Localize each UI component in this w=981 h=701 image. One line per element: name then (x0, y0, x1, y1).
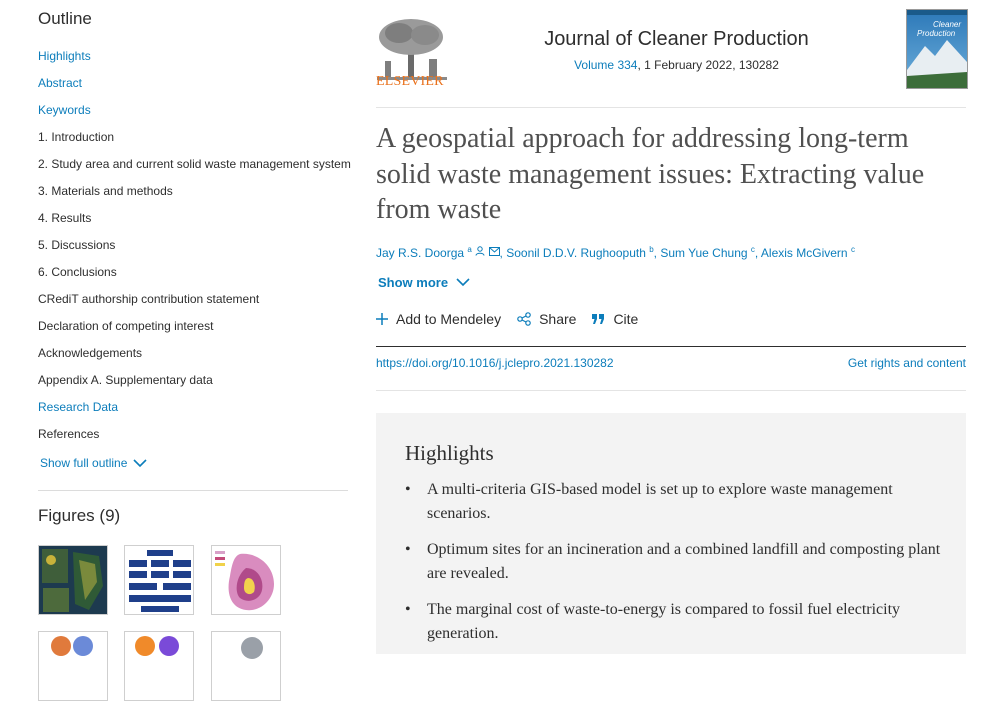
outline-item-highlights[interactable]: Highlights (38, 49, 91, 63)
figure-thumbnail-5[interactable] (124, 631, 194, 701)
bullet-icon: • (405, 541, 411, 558)
quote-icon (592, 314, 605, 325)
outline-item-conclusions[interactable]: 6. Conclusions (38, 265, 117, 279)
cover-text-line1: Cleaner (933, 20, 962, 29)
author-link[interactable]: Alexis McGivern (760, 246, 848, 260)
figure-thumbnail-4[interactable] (38, 631, 108, 701)
highlight-text: The marginal cost of waste-to-energy is compared to fossil fuel electricity generation. (427, 601, 901, 642)
show-more-label: Show more (378, 275, 449, 290)
cite-label: Cite (613, 311, 639, 327)
show-full-outline-label: Show full outline (40, 456, 128, 470)
highlights-list (405, 478, 945, 658)
bullet-icon: • (405, 481, 411, 498)
affiliation-superscript[interactable]: b (649, 245, 654, 254)
article-actions (376, 311, 654, 327)
highlight-item (405, 538, 945, 585)
outline-item-study-area[interactable]: 2. Study area and current solid waste management system (38, 157, 351, 171)
add-to-mendeley-label: Add to Mendeley (396, 311, 502, 327)
highlights-section (376, 413, 966, 654)
journal-title[interactable]: Journal of Cleaner Production (544, 28, 809, 50)
figure-thumbnail-2[interactable] (124, 545, 194, 615)
elsevier-wordmark: ELSEVIER (376, 74, 444, 89)
outline-item-introduction[interactable]: 1. Introduction (38, 130, 115, 144)
author-link[interactable]: Sum Yue Chung (660, 246, 748, 260)
bullet-icon: • (405, 601, 411, 618)
outline-item-acknowledgements[interactable]: Acknowledgements (38, 346, 143, 360)
island-map-image (212, 546, 281, 615)
doi-link[interactable]: https://doi.org/10.1016/j.jclepro.2021.130282 (376, 356, 614, 370)
highlight-item (405, 478, 945, 525)
figure-thumbnail-6[interactable] (211, 631, 281, 701)
show-more-button[interactable] (378, 275, 470, 290)
outline-item-materials-methods[interactable]: 3. Materials and methods (38, 184, 173, 198)
figure-thumbnail-3[interactable] (211, 545, 281, 615)
outline-list (38, 46, 351, 451)
chevron-down-icon (133, 459, 147, 468)
doi-divider-bottom (376, 390, 966, 391)
cite-button[interactable] (592, 311, 638, 327)
affiliation-superscript[interactable]: c (850, 245, 855, 254)
journal-issue-info (490, 58, 863, 72)
email-icon[interactable] (489, 247, 500, 256)
author-list (376, 245, 855, 260)
plus-icon (376, 313, 388, 325)
outline-item-research-data[interactable]: Research Data (38, 400, 119, 414)
highlight-text: Optimum sites for an incineration and a combined landfill and composting plant are revealed. (427, 541, 941, 582)
outline-item-abstract[interactable]: Abstract (38, 76, 83, 90)
rights-link[interactable]: Get rights and content (847, 356, 966, 370)
chevron-down-icon (456, 278, 470, 287)
doi-divider-top (376, 346, 966, 347)
author-separator: , (754, 246, 759, 260)
outline-item-discussions[interactable]: 5. Discussions (38, 238, 116, 252)
header-divider (376, 107, 966, 108)
figure-thumbnail-1[interactable] (38, 545, 108, 615)
outline-item-keywords[interactable]: Keywords (38, 103, 91, 117)
map-image (212, 632, 281, 662)
highlights-title: Highlights (405, 441, 494, 465)
outline-item-references[interactable]: References (38, 427, 100, 441)
article-title: A geospatial approach for addressing long-term solid waste management issues: Extracting value from waste (376, 123, 925, 225)
outline-title: Outline (38, 9, 92, 28)
outline-item-credit[interactable]: CRediT authorship contribution statement (38, 292, 260, 306)
map-image (125, 632, 194, 662)
issue-details: , 1 February 2022, 130282 (637, 58, 779, 72)
highlight-text: A multi-criteria GIS-based model is set up to explore waste management scenarios. (427, 481, 893, 522)
share-icon (517, 312, 531, 326)
journal-cover-art (907, 10, 967, 88)
cover-text-line2: Production (917, 29, 956, 38)
highlight-item (405, 598, 945, 645)
author-separator: , (653, 246, 658, 260)
share-button[interactable] (517, 311, 576, 327)
outline-item-appendix[interactable]: Appendix A. Supplementary data (38, 373, 213, 387)
figures-title: Figures (9) (38, 506, 121, 525)
outline-item-declaration[interactable]: Declaration of competing interest (38, 319, 214, 333)
outline-item-results[interactable]: 4. Results (38, 211, 92, 225)
affiliation-superscript[interactable]: a (467, 245, 472, 254)
sidebar-divider (38, 490, 348, 491)
person-icon[interactable] (475, 246, 485, 256)
author-link[interactable]: Jay R.S. Doorga (376, 246, 465, 260)
author-separator: , (499, 246, 503, 260)
satellite-map-image (39, 546, 108, 615)
flowchart-image (125, 546, 194, 615)
show-full-outline-button[interactable] (40, 456, 147, 470)
affiliation-superscript[interactable]: c (750, 245, 755, 254)
share-label: Share (539, 311, 577, 327)
volume-link[interactable]: Volume 334 (574, 58, 638, 72)
map-image (39, 632, 108, 662)
author-link[interactable]: Soonil D.D.V. Rughooputh (506, 246, 646, 260)
journal-cover-image[interactable] (906, 9, 968, 89)
add-to-mendeley-button[interactable] (376, 311, 501, 327)
